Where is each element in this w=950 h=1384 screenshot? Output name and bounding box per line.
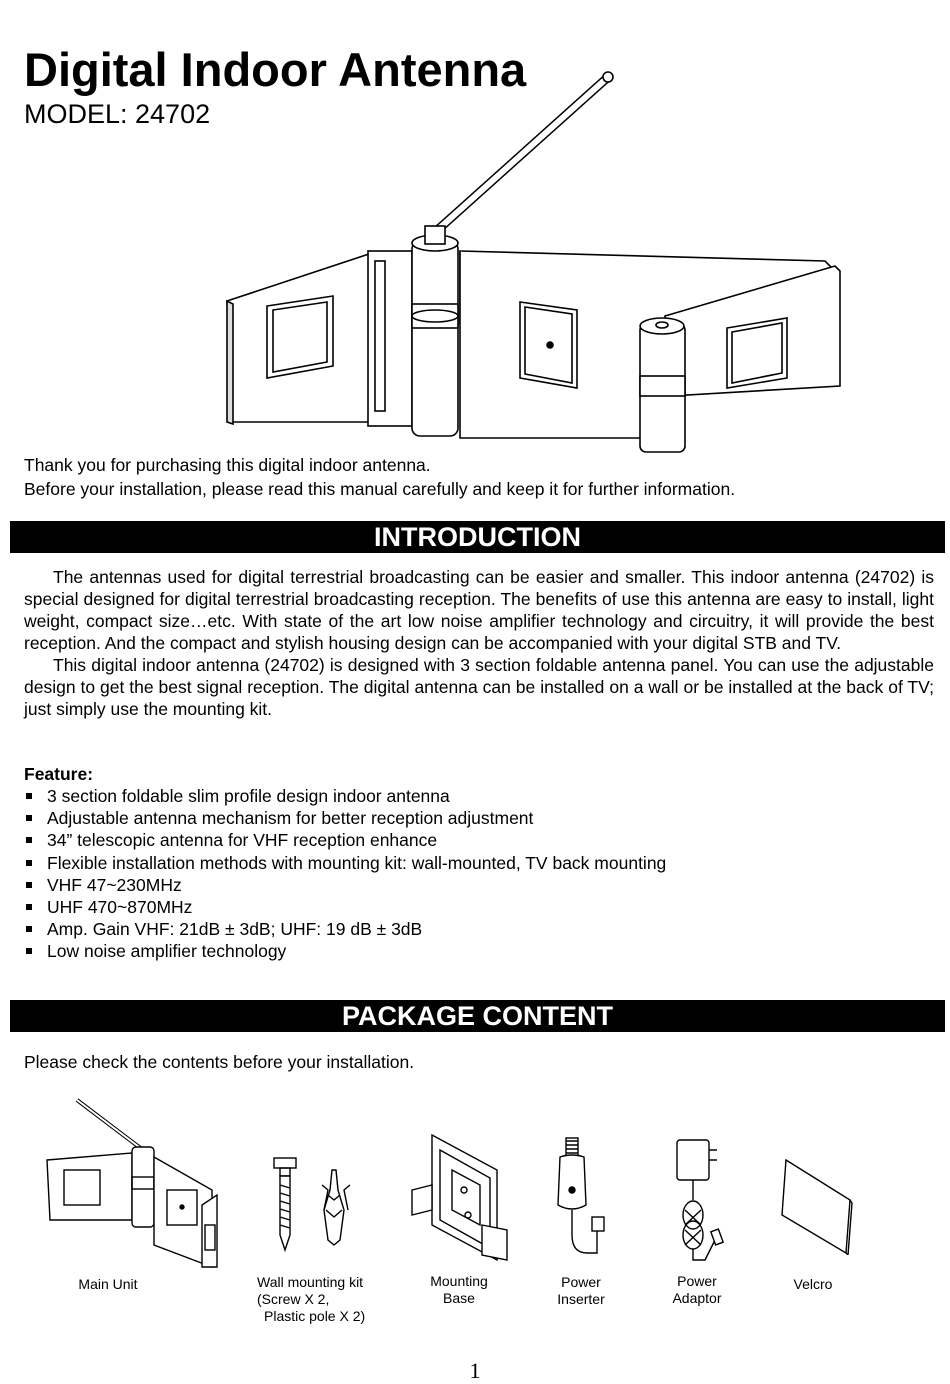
caption-line: Velcro [793, 1276, 833, 1292]
caption-line: Power [561, 1274, 601, 1290]
caption-line: Power [677, 1273, 717, 1289]
velcro-image [780, 1155, 855, 1255]
list-item: UHF 470~870MHz [24, 896, 666, 918]
package-note: Please check the contents before your installation. [24, 1052, 415, 1072]
introduction-paragraph-2: This digital indoor antenna (24702) is designed with 3 section foldable antenna panel. You can use the adjustable design to get the best signal reception. The digital antenna can be installed on a wall or be installed at the back of TV; just simply use the mounting kit. [24, 655, 934, 719]
list-item: 34” telescopic antenna for VHF reception enhance [24, 829, 666, 851]
caption-wall-mounting-kit [250, 1274, 385, 1325]
introduction-body [24, 566, 934, 720]
caption-line: Main Unit [78, 1276, 138, 1292]
caption-line: Mounting [430, 1273, 488, 1289]
main-unit-image [42, 1095, 227, 1270]
document-title: Digital Indoor Antenna [24, 43, 527, 96]
caption-power-adaptor [652, 1273, 742, 1307]
power-adaptor-image [665, 1135, 740, 1270]
mounting-base-image [402, 1130, 512, 1265]
caption-line: Wall mounting kit [257, 1274, 364, 1290]
intro-line-1: Thank you for purchasing this digital indoor antenna. [24, 455, 431, 475]
list-item: Adjustable antenna mechanism for better reception adjustment [24, 807, 666, 829]
caption-line: (Screw X 2, [257, 1291, 330, 1307]
list-item: Flexible installation methods with mounting kit: wall-mounted, TV back mounting [24, 852, 666, 874]
list-item: Low noise amplifier technology [24, 940, 666, 962]
caption-line: Inserter [557, 1291, 605, 1307]
model-number: MODEL: 24702 [24, 99, 211, 129]
power-inserter-image [542, 1135, 612, 1270]
package-content-heading: PACKAGE CONTENT [10, 1000, 945, 1032]
intro-line-2: Before your installation, please read this manual carefully and keep it for further information. [24, 479, 736, 499]
caption-line: Adaptor [672, 1290, 722, 1306]
list-item: 3 section foldable slim profile design indoor antenna [24, 785, 666, 807]
introduction-heading: INTRODUCTION [10, 521, 945, 553]
list-item: VHF 47~230MHz [24, 874, 666, 896]
page-number: 1 [469, 1358, 481, 1383]
caption-power-inserter [536, 1274, 626, 1308]
caption-velcro [768, 1276, 858, 1293]
list-item: Amp. Gain VHF: 21dB ± 3dB; UHF: 19 dB ± 3dB [24, 918, 666, 940]
feature-title: Feature: [24, 764, 94, 784]
feature-list [24, 785, 666, 963]
caption-main-unit [58, 1276, 158, 1293]
intro-text [24, 453, 735, 501]
introduction-paragraph-1: The antennas used for digital terrestrial broadcasting can be easier and smaller. This indoor antenna (24702) is special designed for digital terrestrial broadcasting reception. The benefits of use this antenna are easy to install, light weight, compact size…etc. With state of the art low noise amplifier technology and circuitry, it will provide the best reception. And the compact and stylish housing design can be accompanied with your digital STB and TV. [24, 567, 934, 653]
antenna-illustration [215, 66, 855, 456]
caption-line: Base [443, 1290, 475, 1306]
wall-mounting-kit-image [262, 1155, 362, 1255]
caption-line: Plastic pole X 2) [264, 1308, 366, 1324]
caption-mounting-base [414, 1273, 504, 1307]
